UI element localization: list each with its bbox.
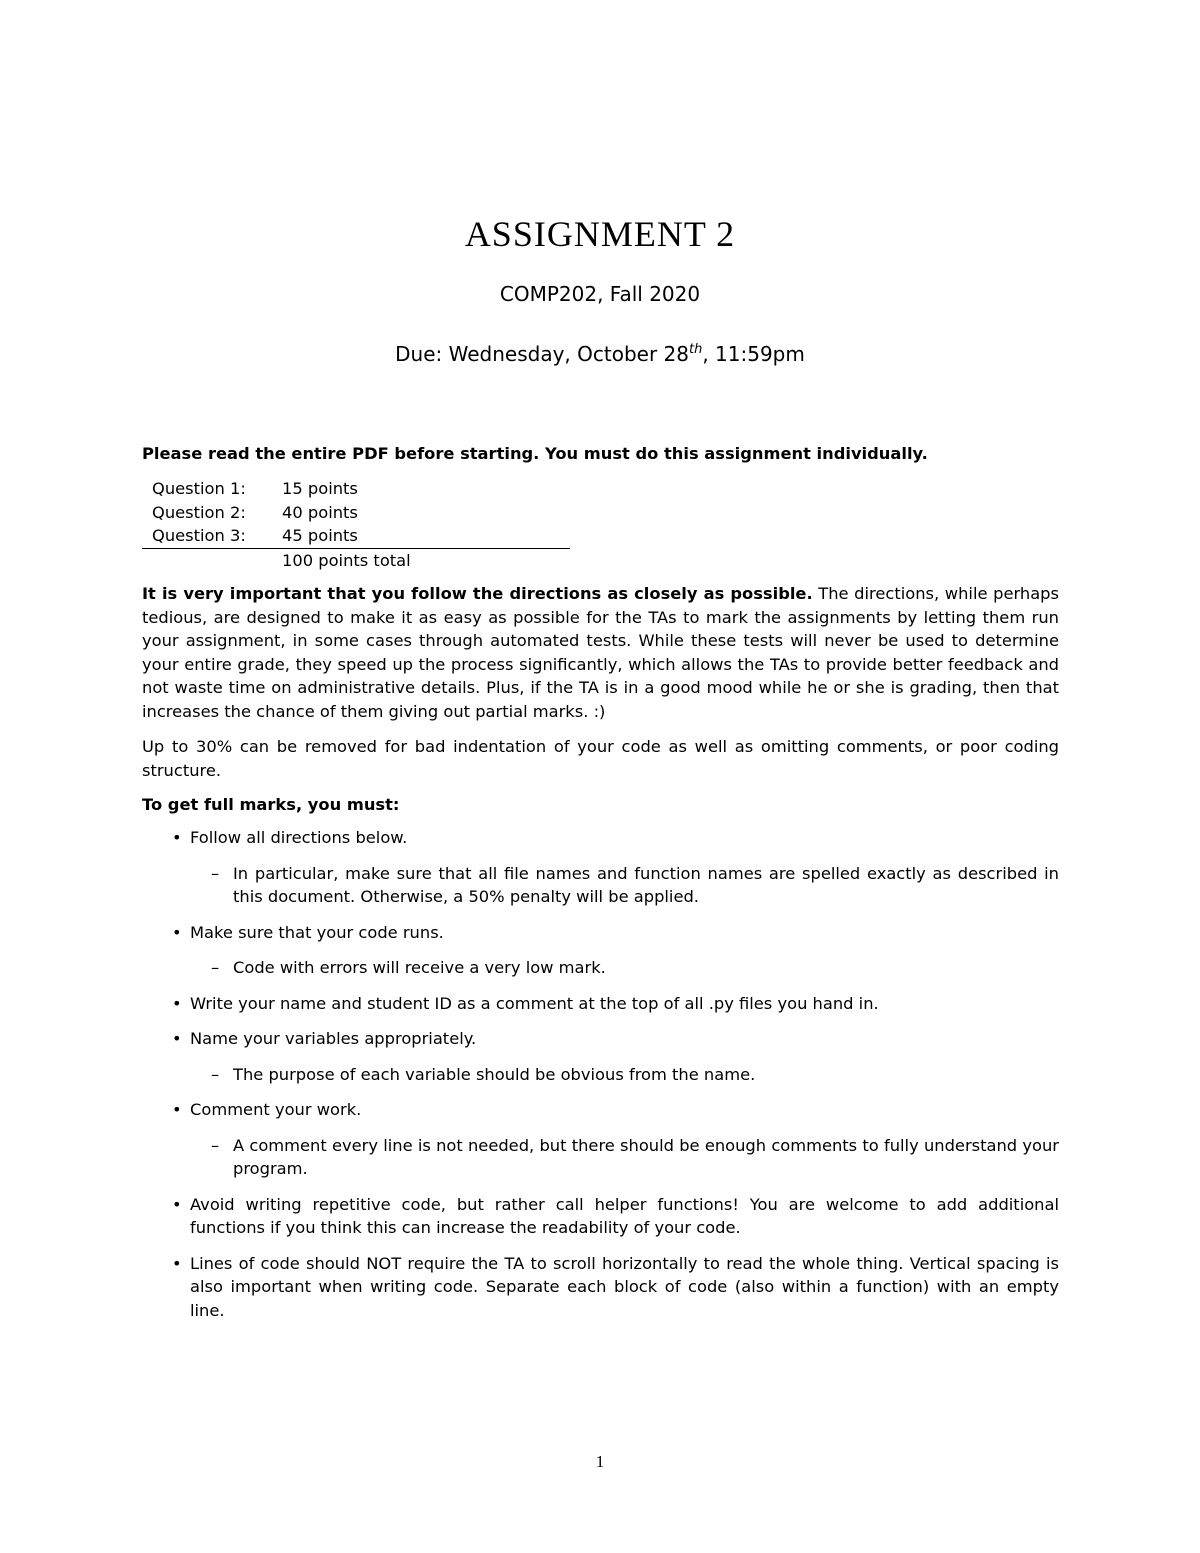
list-item — [142, 1027, 1059, 1086]
due-date-ordinal: th — [688, 342, 703, 357]
points-table — [142, 477, 570, 572]
bullet-icon: • — [172, 1029, 182, 1048]
dash-icon: – — [211, 1064, 220, 1084]
sub-list-item — [190, 1063, 1059, 1087]
due-date — [0, 341, 1200, 367]
question-label: Question 1: — [152, 479, 246, 498]
question-points: 45 points — [282, 526, 358, 545]
sub-list — [190, 1134, 1059, 1181]
question-points: 15 points — [282, 479, 358, 498]
sub-list-item — [190, 956, 1059, 980]
total-points: 100 points total — [282, 548, 570, 572]
question-label: Question 3: — [152, 526, 246, 545]
list-item-text: Make sure that your code runs. — [190, 922, 444, 942]
sub-list — [190, 862, 1059, 909]
due-date-prefix: Due: Wednesday, October 28 — [395, 342, 689, 366]
table-row — [142, 524, 570, 548]
list-item — [142, 1193, 1059, 1240]
page-number: 1 — [595, 1452, 605, 1471]
penalty-paragraph: Up to 30% can be removed for bad indentation of your code as well as omitting comments, or poor coding structure. — [142, 737, 1059, 780]
sub-list — [190, 1063, 1059, 1087]
table-row — [142, 501, 570, 525]
requirements-list — [142, 826, 1059, 1334]
list-item-text: Follow all directions below. — [190, 828, 408, 847]
sub-list-item — [190, 862, 1059, 909]
sub-list-item — [190, 1134, 1059, 1181]
list-item — [142, 921, 1059, 980]
dash-icon: – — [211, 958, 220, 977]
table-row — [142, 477, 570, 501]
directions-text: The directions, while perhaps tedious, are designed to make it as easy as possible for the TAs to mark the assignments by letting them run your assignment, in some cases through automated tests. While these tests will never be used to determine your entire grade, they speed up the process significantly, which allows the TAs to provide better feedback and not waste time on administrative details. Plus, if the TA is in a good mood while he or she is grading, then that increases the chance of them giving out partial marks. :) — [142, 584, 1059, 721]
list-item — [142, 1098, 1059, 1181]
bullet-icon: • — [172, 1253, 182, 1273]
list-item — [142, 1252, 1059, 1323]
dash-icon: – — [211, 863, 220, 883]
list-item-text: Comment your work. — [190, 1100, 362, 1119]
list-item — [142, 992, 1059, 1016]
list-item-text: Name your variables appropriately. — [190, 1029, 477, 1048]
sub-list-item-text: A comment every line is not needed, but there should be enough comments to fully understand your program. — [233, 1135, 1059, 1178]
dash-icon: – — [211, 1135, 220, 1155]
sub-list-item-text: Code with errors will receive a very low mark. — [233, 958, 606, 977]
sub-list-item-text: The purpose of each variable should be obvious from the name. — [233, 1064, 756, 1084]
list-item-text: Write your name and student ID as a comment at the top of all .py files you hand in. — [190, 993, 879, 1013]
list-item — [142, 826, 1059, 909]
due-date-suffix: , 11:59pm — [702, 342, 805, 366]
course-subtitle: COMP202, Fall 2020 — [499, 282, 701, 306]
directions-emphasis: It is very important that you follow the directions as closely as possible. — [142, 584, 813, 603]
bullet-icon: • — [172, 1100, 182, 1119]
list-item-text: Lines of code should NOT require the TA to scroll horizontally to read the whole thing. Vertical spacing is also important when writing code. Separate each block of code (also within a function) with an empty line. — [190, 1253, 1059, 1320]
total-spacer — [142, 548, 282, 572]
question-points: 40 points — [282, 502, 358, 522]
sub-list — [190, 956, 1059, 980]
bullet-icon: • — [172, 993, 182, 1013]
full-marks-heading: To get full marks, you must: — [142, 795, 400, 814]
bullet-icon: • — [172, 922, 182, 942]
bullet-icon: • — [172, 828, 182, 847]
list-item-text: Avoid writing repetitive code, but rather call helper functions! You are welcome to add additional functions if you think this can increase the readability of your code. — [190, 1194, 1059, 1237]
bullet-icon: • — [172, 1194, 182, 1214]
total-row — [142, 548, 570, 572]
question-label: Question 2: — [152, 502, 246, 522]
document-title: ASSIGNMENT 2 — [464, 214, 736, 254]
intro-instruction: Please read the entire PDF before starting. You must do this assignment individually. — [142, 444, 928, 463]
directions-paragraph — [142, 582, 1059, 723]
sub-list-item-text: In particular, make sure that all file names and function names are spelled exactly as described in this document. Otherwise, a 50% penalty will be applied. — [233, 863, 1059, 906]
